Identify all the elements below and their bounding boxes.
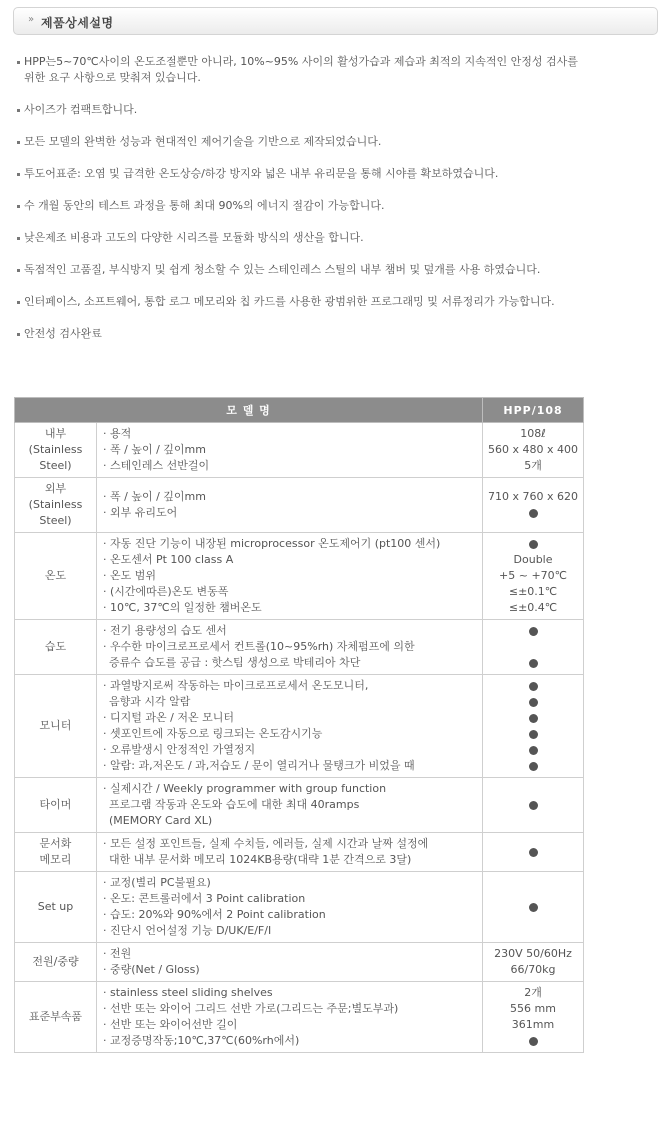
spec-line: · 중량(Net / Gloss)	[103, 963, 200, 976]
spec-line: · 10℃, 37℃의 일정한 챔버온도	[103, 601, 262, 614]
category-label: 외부	[44, 482, 67, 495]
filled-circle-icon	[529, 1037, 538, 1046]
category-label: 메모리	[39, 853, 72, 866]
spec-value-dot	[483, 797, 583, 813]
spec-value: 556 mm	[510, 1002, 556, 1015]
value-cell	[483, 478, 584, 533]
spec-line: · 셋포인트에 자동으로 링크되는 온도감시기능	[103, 727, 323, 740]
table-row	[15, 982, 584, 1053]
description-cell	[97, 833, 483, 872]
description-cell	[97, 982, 483, 1053]
description-cell	[97, 423, 483, 478]
spec-value: 710 x 760 x 620	[488, 490, 579, 503]
spec-value: Double	[513, 553, 553, 566]
spec-value-dot	[483, 505, 583, 521]
feature-item: 낮은제조 비용과 고도의 다양한 시리즈를 모듈화 방식의 생산을 합니다.	[17, 230, 582, 246]
category-label: 전원/중량	[32, 955, 79, 968]
spec-value-dot	[483, 710, 583, 726]
category-label: Steel)	[39, 514, 72, 527]
spec-value: 2개	[524, 986, 542, 999]
category-cell	[15, 533, 97, 620]
category-label: 문서화	[39, 837, 72, 850]
category-cell	[15, 675, 97, 778]
filled-circle-icon	[529, 682, 538, 691]
spec-value	[483, 781, 583, 797]
filled-circle-icon	[529, 746, 538, 755]
table-row	[15, 675, 584, 778]
spec-line: · 교정증명작동;10℃,37℃(60%rh에서)	[103, 1034, 300, 1047]
value-cell	[483, 675, 584, 778]
spec-value-dot	[483, 694, 583, 710]
section-title: 제품상세설명	[41, 16, 114, 30]
category-label: 모니터	[39, 719, 72, 732]
value-cell	[483, 423, 584, 478]
spec-line: · 온도: 콘트롤러에서 3 Point calibration	[103, 892, 306, 905]
spec-value: 230V 50/60Hz	[494, 947, 572, 960]
spec-value	[483, 639, 583, 655]
spec-line: · 진단시 언어설정 기능 D/UK/E/F/I	[103, 924, 272, 937]
spec-line: · (시간에따른)온도 변동폭	[103, 585, 229, 598]
spec-line: · 스테인레스 선반걸이	[103, 459, 210, 472]
category-cell	[15, 620, 97, 675]
table-row	[15, 872, 584, 943]
spec-value: 108ℓ	[520, 427, 546, 440]
spec-value-dot	[483, 899, 583, 915]
model-name-header: 모 델 명	[15, 398, 483, 423]
spec-line: · 폭 / 높이 / 깊이mm	[103, 443, 206, 456]
spec-value: ≤±0.1℃	[508, 585, 558, 598]
category-label: Steel)	[39, 459, 72, 472]
category-cell	[15, 833, 97, 872]
spec-line: 증류수 습도를 공급 : 핫스팀 생성으로 박테리아 차단	[109, 656, 361, 669]
filled-circle-icon	[529, 698, 538, 707]
spec-line: · 전기 용량성의 습도 센서	[103, 624, 227, 637]
double-chevron-icon: »	[28, 14, 35, 25]
value-cell	[483, 872, 584, 943]
category-cell	[15, 943, 97, 982]
spec-line: · stainless steel sliding shelves	[103, 986, 273, 999]
spec-line: · 알람: 과,저온도 / 과,저습도 / 문이 열리거나 물탱크가 비었을 때	[103, 759, 415, 772]
spec-value: 361mm	[511, 1018, 555, 1031]
spec-value: ≤±0.4℃	[508, 601, 558, 614]
filled-circle-icon	[529, 903, 538, 912]
table-row	[15, 533, 584, 620]
filled-circle-icon	[529, 714, 538, 723]
feature-item: 투도어표준: 오염 및 급격한 온도상승/하강 방지와 넓은 내부 유리문을 통해 시야를 확보하였습니다.	[17, 166, 582, 182]
spec-line: · 외부 유리도어	[103, 506, 178, 519]
table-row	[15, 833, 584, 872]
spec-value-dot	[483, 844, 583, 860]
category-cell	[15, 423, 97, 478]
category-label: (Stainless	[28, 498, 83, 511]
spec-line: · 디지털 과온 / 저온 모니터	[103, 711, 234, 724]
description-cell	[97, 778, 483, 833]
spec-value-dot	[483, 1033, 583, 1049]
feature-item: 안전성 검사완료	[17, 326, 582, 342]
spec-line: 대한 내부 문서화 메모리 1024KB용량(대략 1분 간격으로 3달)	[109, 853, 412, 866]
category-label: (Stainless	[28, 443, 83, 456]
spec-value-dot	[483, 726, 583, 742]
spec-value-dot	[483, 758, 583, 774]
spec-value: 560 x 480 x 400	[488, 443, 579, 456]
spec-line: · 전원	[103, 947, 132, 960]
value-cell	[483, 833, 584, 872]
category-cell	[15, 478, 97, 533]
spec-value: 66/70kg	[510, 963, 556, 976]
filled-circle-icon	[529, 801, 538, 810]
filled-circle-icon	[529, 848, 538, 857]
product-header: HPP/108	[483, 398, 584, 423]
spec-table-header	[15, 398, 584, 423]
filled-circle-icon	[529, 659, 538, 668]
spec-line: 프로그램 작동과 온도와 습도에 대한 최대 40ramps	[109, 798, 360, 811]
spec-line: · 습도: 20%와 90%에서 2 Point calibration	[103, 908, 326, 921]
description-cell	[97, 675, 483, 778]
spec-line: · 자동 진단 기능이 내장된 microprocessor 온도제어기 (pt100 센서)	[103, 537, 441, 550]
feature-item: 수 개월 동안의 테스트 과정을 통해 최대 90%의 에너지 절감이 가능합니다.	[17, 198, 582, 214]
value-cell	[483, 943, 584, 982]
spec-value-dot	[483, 536, 583, 552]
spec-line: · 용적	[103, 427, 132, 440]
spec-line: · 온도 범위	[103, 569, 156, 582]
category-cell	[15, 982, 97, 1053]
description-cell	[97, 533, 483, 620]
feature-list	[17, 54, 582, 358]
value-cell	[483, 620, 584, 675]
category-cell	[15, 778, 97, 833]
feature-item: HPP는5~70℃사이의 온도조절뿐만 아니라, 10%~95% 사이의 활성가습과 제습과 최적의 지속적인 안정성 검사를 위한 요구 사항으로 맞춰져 있습니다.	[17, 54, 582, 86]
category-cell	[15, 872, 97, 943]
description-cell	[97, 943, 483, 982]
filled-circle-icon	[529, 627, 538, 636]
spec-line: · 모든 설정 포인트들, 실제 수치들, 에러들, 실제 시간과 날짜 설정에	[103, 837, 429, 850]
table-row	[15, 620, 584, 675]
category-label: Set up	[37, 900, 74, 913]
spec-line: · 과열방지로써 작동하는 마이크로프로세서 온도모니터,	[103, 679, 369, 692]
spec-line: · 우수한 마이크로프로세서 컨트롤(10~95%rh) 자체펌프에 의한	[103, 640, 415, 653]
spec-line: · 실제시간 / Weekly programmer with group function	[103, 782, 387, 795]
spec-value-dot	[483, 742, 583, 758]
filled-circle-icon	[529, 730, 538, 739]
category-label: 내부	[44, 427, 67, 440]
value-cell	[483, 982, 584, 1053]
feature-item: 독점적인 고품질, 부식방지 및 쉽게 청소할 수 있는 스테인레스 스틸의 내부 챔버 및 덮개를 사용 하였습니다.	[17, 262, 582, 278]
category-label: 타이머	[39, 798, 72, 811]
spec-line: · 선반 또는 와이어 그리드 선반 가로(그리드는 주문;별도부과)	[103, 1002, 399, 1015]
spec-value-dot	[483, 655, 583, 671]
value-cell	[483, 778, 584, 833]
spec-line: · 선반 또는 와이어선반 길이	[103, 1018, 238, 1031]
spec-table-body	[15, 423, 584, 1053]
spec-value: +5 ~ +70℃	[499, 569, 568, 582]
description-cell	[97, 620, 483, 675]
spec-line: · 교정(별리 PC불필요)	[103, 876, 211, 889]
filled-circle-icon	[529, 509, 538, 518]
filled-circle-icon	[529, 540, 538, 549]
spec-value	[483, 813, 583, 829]
table-row	[15, 943, 584, 982]
table-row	[15, 778, 584, 833]
spec-value: 5개	[524, 459, 542, 472]
description-cell	[97, 478, 483, 533]
feature-item: 모든 모델의 완벽한 성능과 현대적인 제어기술을 기반으로 제작되었습니다.	[17, 134, 582, 150]
table-row	[15, 478, 584, 533]
section-header	[13, 7, 658, 35]
feature-item: 인터페이스, 소프트웨어, 통합 로그 메모리와 칩 카드를 사용한 광범위한 프로그래밍 및 서류정리가 가능합니다.	[17, 294, 582, 310]
spec-value-dot	[483, 678, 583, 694]
spec-value-dot	[483, 623, 583, 639]
filled-circle-icon	[529, 762, 538, 771]
category-label: 표준부속품	[28, 1010, 83, 1023]
description-cell	[97, 872, 483, 943]
spec-line: · 온도센서 Pt 100 class A	[103, 553, 234, 566]
feature-item: 사이즈가 컴팩트합니다.	[17, 102, 582, 118]
category-label: 습도	[44, 640, 67, 653]
value-cell	[483, 533, 584, 620]
spec-line: 음향과 시각 알람	[109, 695, 191, 708]
spec-line: · 폭 / 높이 / 깊이mm	[103, 490, 206, 503]
category-label: 온도	[44, 569, 67, 582]
table-row	[15, 423, 584, 478]
spec-line: · 오류발생시 안정적인 가열정지	[103, 743, 256, 756]
spec-line: (MEMORY Card XL)	[109, 814, 213, 827]
spec-table	[14, 397, 584, 1053]
